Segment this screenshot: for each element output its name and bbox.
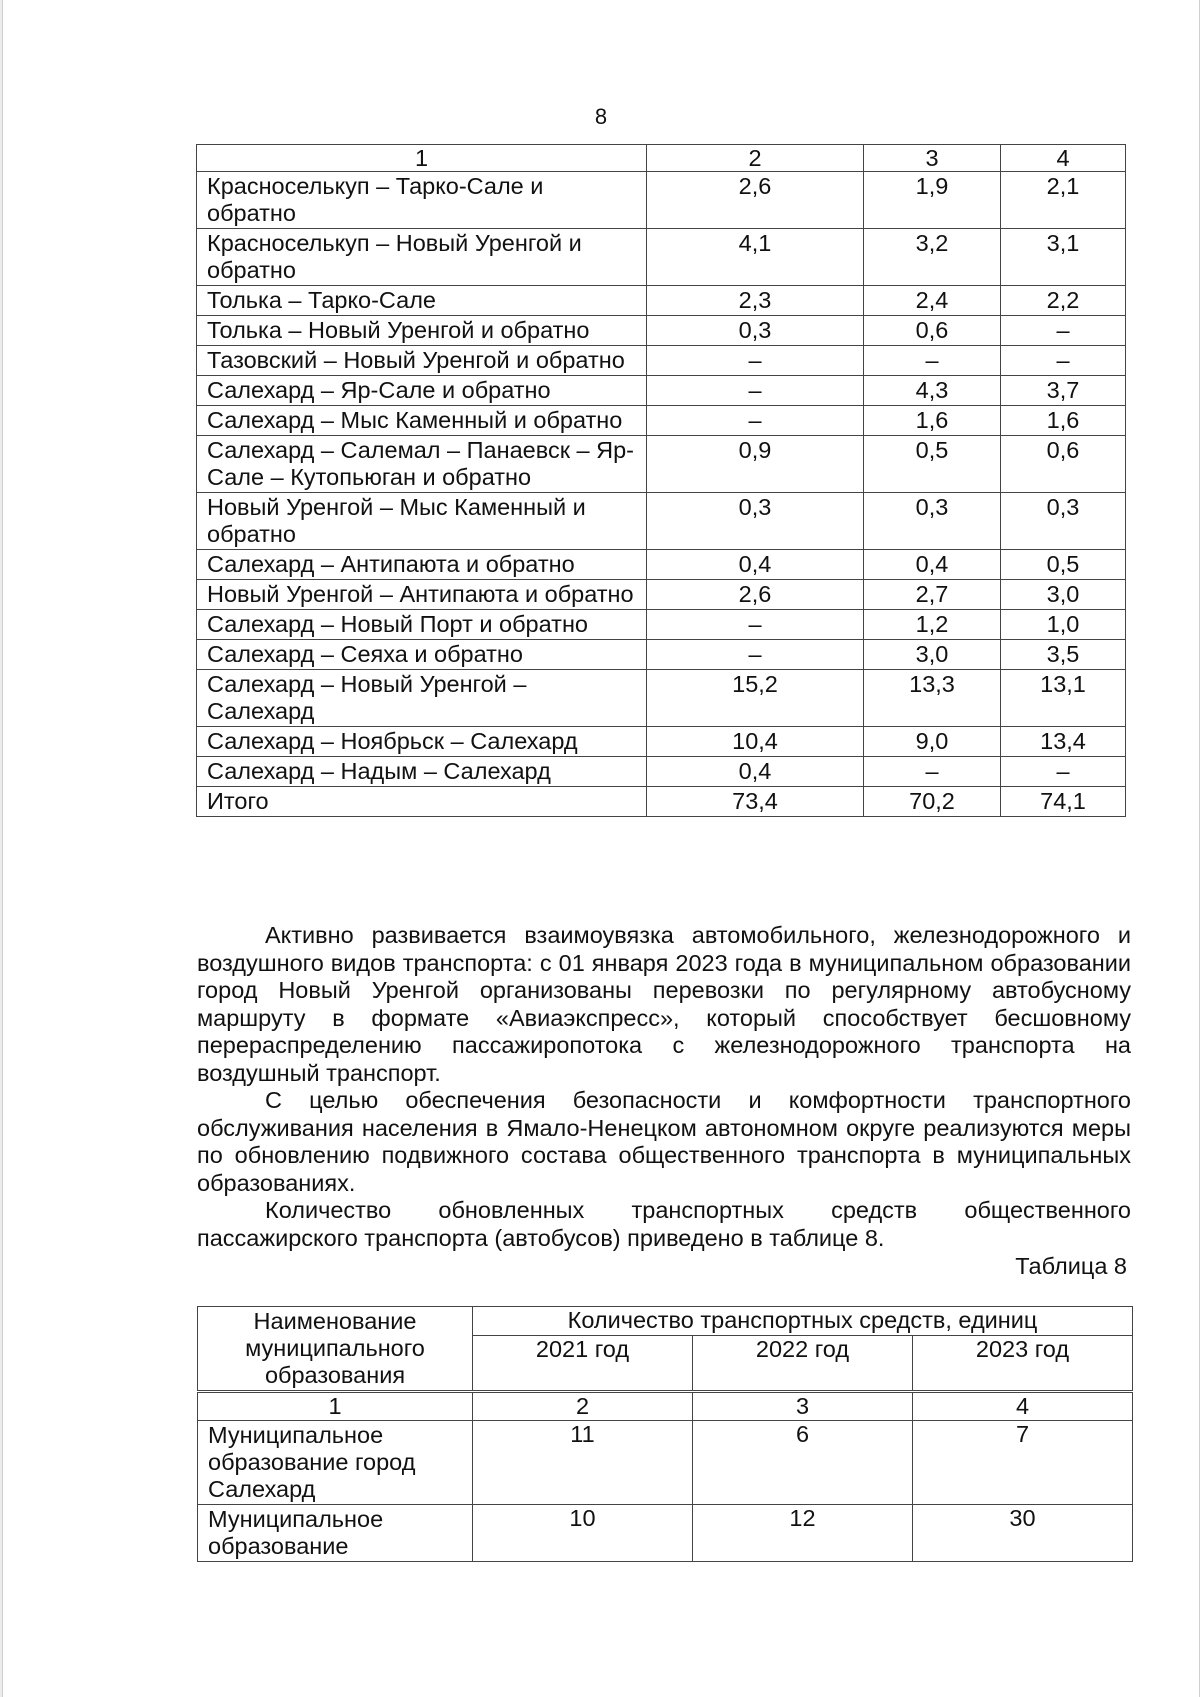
- column-number: 1: [198, 1392, 473, 1421]
- value-col-3: 1,6: [864, 406, 1001, 436]
- value-2022: 6: [693, 1421, 913, 1505]
- value-col-3: 2,4: [864, 286, 1001, 316]
- table-row: [197, 406, 1126, 436]
- value-col-3: 2,7: [864, 580, 1001, 610]
- value-col-4: 3,7: [1001, 376, 1126, 406]
- table-row: [197, 550, 1126, 580]
- table-row: [197, 172, 1126, 229]
- value-col-3: 0,4: [864, 550, 1001, 580]
- column-number: 4: [913, 1392, 1133, 1421]
- column-number: 3: [693, 1392, 913, 1421]
- route-name: Новый Уренгой – Мыс Каменный и обратно: [197, 493, 647, 550]
- table-row: [197, 757, 1126, 787]
- column-number: 2: [647, 145, 864, 172]
- municipality-name: Муниципальное образование: [198, 1505, 473, 1562]
- value-col-3: 70,2: [864, 787, 1001, 817]
- column-number: 4: [1001, 145, 1126, 172]
- document-page: [2, 0, 1200, 1697]
- value-col-2: 10,4: [647, 727, 864, 757]
- table-row: [197, 787, 1126, 817]
- value-col-4: 13,1: [1001, 670, 1126, 727]
- value-col-4: 3,5: [1001, 640, 1126, 670]
- table-row: [197, 580, 1126, 610]
- paragraph: Количество обновленных транспортных средств общественного пассажирского транспорта (автобусов) приведено в таблице 8.: [197, 1197, 1131, 1251]
- route-name: Салехард – Новый Порт и обратно: [197, 610, 647, 640]
- value-col-2: 73,4: [647, 787, 864, 817]
- table-header-row: [197, 145, 1126, 172]
- table-row: [198, 1421, 1133, 1505]
- value-col-3: –: [864, 757, 1001, 787]
- value-col-3: 0,3: [864, 493, 1001, 550]
- table-header-row: [198, 1307, 1133, 1336]
- table-row: [197, 229, 1126, 286]
- route-name: Салехард – Сеяха и обратно: [197, 640, 647, 670]
- column-number: 2: [473, 1392, 693, 1421]
- vehicles-table: [197, 1306, 1133, 1562]
- route-name: Салехард – Антипаюта и обратно: [197, 550, 647, 580]
- table-row: [198, 1505, 1133, 1562]
- value-col-3: 13,3: [864, 670, 1001, 727]
- value-col-3: 4,3: [864, 376, 1001, 406]
- route-name: Новый Уренгой – Антипаюта и обратно: [197, 580, 647, 610]
- value-2022: 12: [693, 1505, 913, 1562]
- value-col-2: –: [647, 640, 864, 670]
- value-col-3: 3,0: [864, 640, 1001, 670]
- municipality-name: Муниципальное образование город Салехард: [198, 1421, 473, 1505]
- route-name: Салехард – Надым – Салехард: [197, 757, 647, 787]
- value-2021: 10: [473, 1505, 693, 1562]
- value-2023: 7: [913, 1421, 1133, 1505]
- value-col-4: 0,6: [1001, 436, 1126, 493]
- table-row: [197, 727, 1126, 757]
- value-col-2: 2,6: [647, 172, 864, 229]
- value-2023: 30: [913, 1505, 1133, 1562]
- value-col-2: 0,9: [647, 436, 864, 493]
- value-col-4: 2,1: [1001, 172, 1126, 229]
- value-col-2: 0,4: [647, 757, 864, 787]
- value-col-4: 13,4: [1001, 727, 1126, 757]
- paragraph: Активно развивается взаимоувязка автомобильного, железнодорожного и воздушного видов транспорта: с 01 января 2023 года в муниципальном образовании город Новый Уренгой организованы перевозки по регулярному автобусному маршруту в формате «Авиаэкспресс», который способствует бесшовному перераспределению пассажиропотока с железнодорожного транспорта на воздушный транспорт.: [197, 922, 1131, 1086]
- value-col-2: –: [647, 376, 864, 406]
- routes-table: [196, 144, 1126, 817]
- table-row: [197, 316, 1126, 346]
- value-col-3: –: [864, 346, 1001, 376]
- value-col-4: –: [1001, 316, 1126, 346]
- table-row: [197, 493, 1126, 550]
- value-col-4: 3,0: [1001, 580, 1126, 610]
- value-col-2: –: [647, 610, 864, 640]
- value-col-4: 0,5: [1001, 550, 1126, 580]
- value-col-4: 0,3: [1001, 493, 1126, 550]
- value-col-3: 0,6: [864, 316, 1001, 346]
- table-row: [197, 376, 1126, 406]
- table-row: [197, 346, 1126, 376]
- route-name: Толька – Новый Уренгой и обратно: [197, 316, 647, 346]
- table-row: [197, 436, 1126, 493]
- year-header: 2021 год: [473, 1336, 693, 1392]
- value-col-4: –: [1001, 346, 1126, 376]
- route-name: Тазовский – Новый Уренгой и обратно: [197, 346, 647, 376]
- table-caption: Таблица 8: [1015, 1253, 1127, 1279]
- column-number: 1: [197, 145, 647, 172]
- value-col-2: 4,1: [647, 229, 864, 286]
- year-header: 2022 год: [693, 1336, 913, 1392]
- route-name: Салехард – Ноябрьск – Салехард: [197, 727, 647, 757]
- route-name: Салехард – Яр-Сале и обратно: [197, 376, 647, 406]
- table-row: [197, 286, 1126, 316]
- value-col-4: 1,0: [1001, 610, 1126, 640]
- value-col-4: 74,1: [1001, 787, 1126, 817]
- value-col-3: 0,5: [864, 436, 1001, 493]
- value-col-4: 3,1: [1001, 229, 1126, 286]
- value-col-2: 0,3: [647, 493, 864, 550]
- value-col-4: 1,6: [1001, 406, 1126, 436]
- table-row: [197, 640, 1126, 670]
- value-col-2: 2,3: [647, 286, 864, 316]
- value-col-4: 2,2: [1001, 286, 1126, 316]
- value-col-3: 3,2: [864, 229, 1001, 286]
- column-number: 3: [864, 145, 1001, 172]
- route-name: Итого: [197, 787, 647, 817]
- value-col-3: 1,2: [864, 610, 1001, 640]
- route-name: Толька – Тарко-Сале: [197, 286, 647, 316]
- value-col-2: 0,4: [647, 550, 864, 580]
- year-header: 2023 год: [913, 1336, 1133, 1392]
- route-name: Салехард – Мыс Каменный и обратно: [197, 406, 647, 436]
- value-col-3: 9,0: [864, 727, 1001, 757]
- value-col-4: –: [1001, 757, 1126, 787]
- header-name: Наименование муниципального образования: [198, 1307, 473, 1392]
- route-name: Салехард – Салемал – Панаевск – Яр-Сале – Кутопьюган и обратно: [197, 436, 647, 493]
- value-col-3: 1,9: [864, 172, 1001, 229]
- table-row: [197, 670, 1126, 727]
- page-number: 8: [594, 104, 608, 129]
- column-number-row: [198, 1392, 1133, 1421]
- value-col-2: –: [647, 406, 864, 436]
- route-name: Красноселькуп – Тарко-Сале и обратно: [197, 172, 647, 229]
- value-col-2: 0,3: [647, 316, 864, 346]
- table-row: [197, 610, 1126, 640]
- route-name: Салехард – Новый Уренгой – Салехард: [197, 670, 647, 727]
- route-name: Красноселькуп – Новый Уренгой и обратно: [197, 229, 647, 286]
- value-col-2: 15,2: [647, 670, 864, 727]
- paragraph: С целью обеспечения безопасности и комфортности транспортного обслуживания населения в Ямало-Ненецком автономном округе реализуются меры по обновлению подвижного состава общественного транспорта в муниципальных образованиях.: [197, 1087, 1131, 1196]
- value-col-2: 2,6: [647, 580, 864, 610]
- value-2021: 11: [473, 1421, 693, 1505]
- value-col-2: –: [647, 346, 864, 376]
- header-group: Количество транспортных средств, единиц: [473, 1307, 1133, 1336]
